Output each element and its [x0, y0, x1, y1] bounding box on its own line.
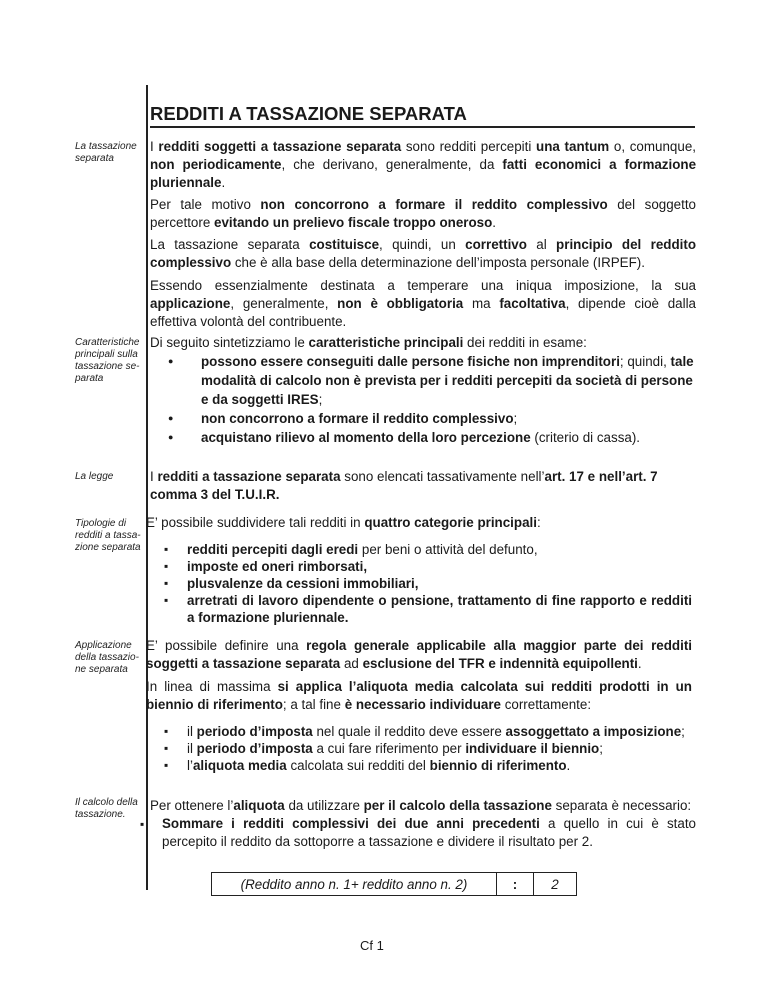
paragraph-motivo: Per tale motivo non concorrono a formare il reddito complessivo del soggetto percettore evitando un prelievo fiscale troppo oneroso. [150, 197, 696, 230]
paragraph-caratteristiche: Di seguito sintetizziamo le caratteristiche principali dei redditi in esame: ● possono essere conseguiti dalle persone fisiche non imprenditori; quindi, tale modalità di calcolo non è prevista per i redditi percepiti da società di persone e da soggetti IRES; ● non concorrono a formare il reddito complessivo; ● acquistano rilievo al momento della loro percezione (criterio di cassa). [150, 334, 696, 447]
paragraph-facoltativa: Essendo essenzialmente destinata a temperare una iniqua imposizione, la sua applicazione, generalmente, non è obbligatoria ma facoltativa, dipende cioè dalla effettiva volontà del contribuente. [150, 278, 696, 329]
list-item: ● possono essere conseguiti dalle persone fisiche non imprenditori; quindi, tale modalità di calcolo non è prevista per i redditi percepiti da società di persone e da soggetti IRES; [173, 352, 696, 409]
paragraph-tipologie: E’ possibile suddividere tali redditi in quattro categorie principali: ▪ redditi percepiti dagli eredi per beni o attività del defunto, ▪ imposte ed oneri rimborsati, ▪ plusvalenze da cessioni immobiliari, ▪ arretrati di lavoro dipendente o pensione, trattamento di fine rapporto e redditi a formazione pluriennale. [146, 514, 692, 626]
formula-box [211, 872, 577, 896]
list-item: ▪ arretrati di lavoro dipendente o pensione, trattamento di fine rapporto e redditi a formazione pluriennale. [146, 592, 692, 626]
margin-note-tipologie: Tipologie di redditi a tassa-zione separata [75, 518, 141, 553]
margin-note-applicazione: Applicazione della tassazio-ne separata [75, 640, 139, 675]
list-item: ▪ il periodo d’imposta nel quale il reddito deve essere assoggettato a imposizione; [146, 723, 692, 740]
paragraph-correttivo: La tassazione separata costituisce, quindi, un correttivo al principio del reddito complessivo che è alla base della determinazione dell’imposta personale (IRPEF). [150, 237, 696, 270]
list-item: ▪ imposte ed oneri rimborsati, [146, 558, 692, 575]
paragraph-definizione: I redditi soggetti a tassazione separata sono redditi percepiti una tantum o, comunque, non periodicamente, che derivano, generalmente, da fatti economici a formazione pluriennale. [150, 139, 697, 190]
margin-note-tassazione: La tassazione separata [75, 141, 137, 164]
page-title: REDDITI A TASSAZIONE SEPARATA [150, 103, 467, 124]
formula-operator: : [497, 873, 534, 895]
list-item: ▪ l’aliquota media calcolata sui redditi del biennio di riferimento. [146, 757, 692, 774]
square-bullet-icon: ▪ [140, 817, 145, 831]
paragraph-legge: I redditi a tassazione separata sono elencati tassativamente nell’art. 17 e nell’art. 7 comma 3 del T.U.I.R. [150, 469, 658, 502]
list-item: ▪ il periodo d’imposta a cui fare riferimento per individuare il biennio; [146, 740, 692, 757]
paragraph-aliquota-media: In linea di massima si applica l’aliquota media calcolata sui redditi prodotti in un biennio di riferimento; a tal fine è necessario individuare correttamente: ▪ il periodo d’imposta nel quale il reddito deve essere assoggettato a imposizione; ▪ il periodo d’imposta a cui fare riferimento per individuare il biennio; ▪ l’aliquota media calcolata sui redditi del biennio di riferimento. [146, 678, 692, 774]
list-item: ● non concorrono a formare il reddito complessivo; [173, 409, 696, 428]
margin-note-caratteristiche: Caratteristiche principali sulla tassazione se-parata [75, 337, 140, 384]
list-item: ▪ Sommare i redditi complessivi dei due anni precedenti a quello in cui è stato percepito il reddito da sottoporre a tassazione e dividere il risultato per 2. [140, 816, 696, 849]
page-footer: Cf 1 [360, 938, 384, 953]
title-underline [150, 126, 695, 128]
paragraph-calcolo: Per ottenere l’aliquota da utilizzare per il calcolo della tassazione separata è necessario: ▪ Sommare i redditi complessivi dei due anni precedenti a quello in cui è stato percepito il reddito da sottoporre a tassazione e dividere il risultato per 2. [140, 798, 696, 849]
tipologie-list [146, 541, 692, 626]
formula-divisor: 2 [551, 876, 559, 892]
list-item: ▪ redditi percepiti dagli eredi per beni o attività del defunto, [146, 541, 692, 558]
paragraph-regola-generale: E’ possibile definire una regola generale applicabile alla maggior parte dei redditi soggetti a tassazione separata ad esclusione del TFR e indennità equipollenti. [146, 638, 693, 671]
margin-note-calcolo: Il calcolo della tassazione. [75, 797, 138, 820]
margin-note-legge: La legge [75, 471, 114, 482]
list-item: ● acquistano rilievo al momento della loro percezione (criterio di cassa). [173, 428, 696, 447]
periodo-list [146, 723, 692, 774]
list-item: ▪ plusvalenze da cessioni immobiliari, [146, 575, 692, 592]
formula-numerator: (Reddito anno n. 1+ reddito anno n. 2) [212, 873, 497, 895]
caratteristiche-list [173, 352, 696, 447]
